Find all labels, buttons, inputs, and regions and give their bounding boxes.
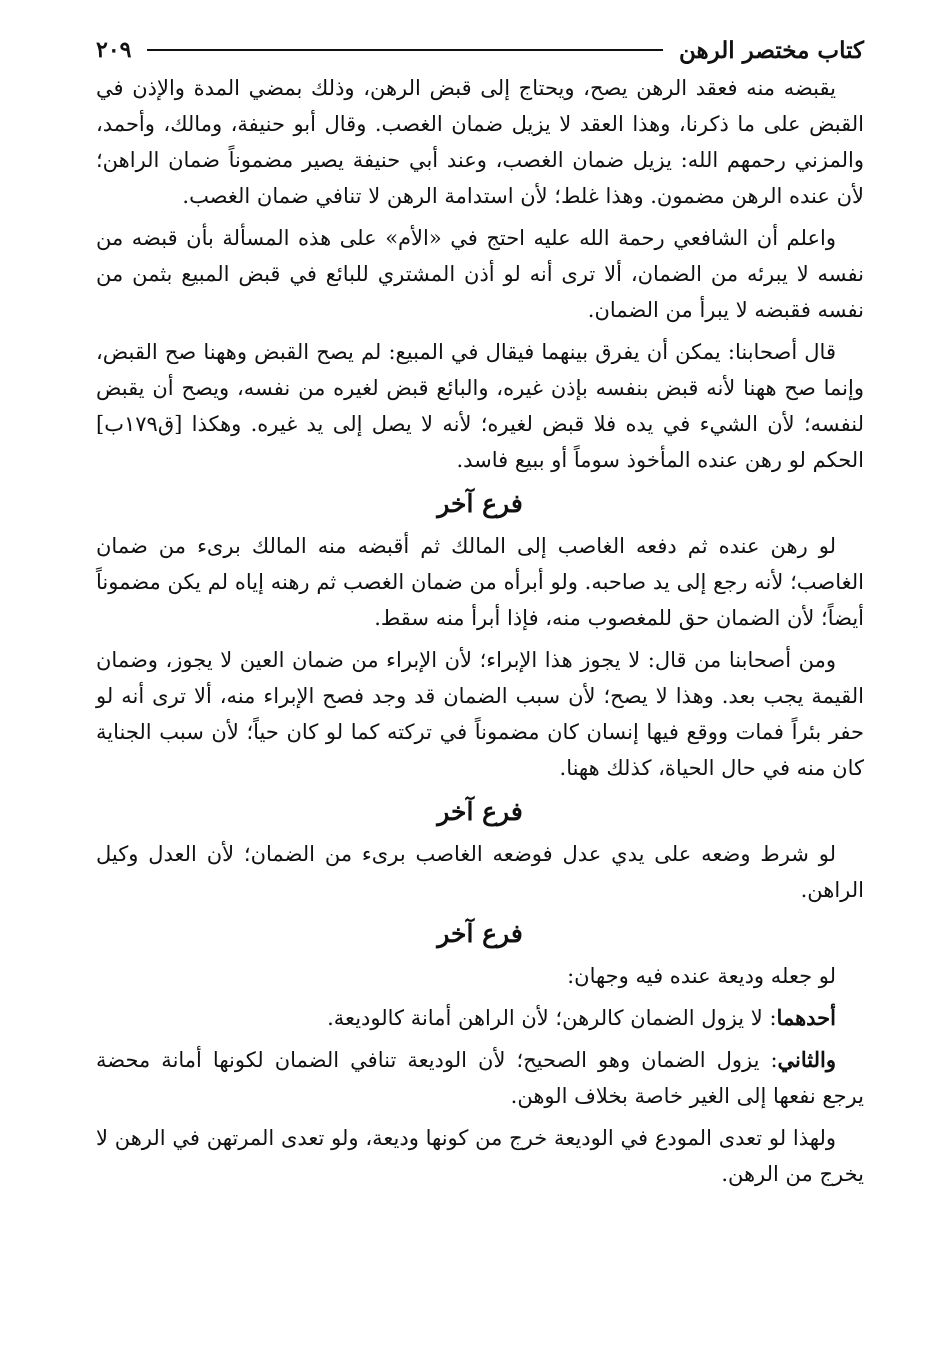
second-view-text: : يزول الضمان وهو الصحيح؛ لأن الوديعة تنافي الضمان لكونها أمانة محضة يرجع نفعها إلى الغير خاصة بخلاف الوهن.	[96, 1048, 864, 1108]
first-view-text: : لا يزول الضمان كالرهن؛ لأن الراهن أمانة كالوديعة.	[327, 1006, 777, 1030]
page-number: ٢٠٩	[96, 37, 132, 63]
paragraph-second-view	[96, 1042, 864, 1114]
section-heading: فرع آخر	[437, 489, 523, 518]
paragraph: ومن أصحابنا من قال: لا يجوز هذا الإبراء؛ لأن الإبراء من ضمان العين لا يجوز، وضمان القيمة يجب بعد. وهذا لا يصح؛ لأن سبب الضمان قد وجد فصح الإبراء منه، ألا ترى أنه لو حفر بئراً فمات ووقع فيها إنسان كان مضموناً في تركته كما لو كان حياً؛ لأن سبب الجناية كان منه في حال الحياة، كذلك ههنا.	[96, 648, 864, 780]
paragraph: واعلم أن الشافعي رحمة الله عليه احتج في «الأم» على هذه المسألة بأن قبضه من نفسه لا يبرئه من الضمان، ألا ترى أنه لو أذن المشتري للبائع في قبض المبيع بثمن من نفسه فقبضه لا يبرأ من الضمان.	[96, 226, 864, 322]
section-heading: فرع آخر	[437, 797, 523, 826]
header-rule	[147, 49, 663, 51]
paragraph: قال أصحابنا: يمكن أن يفرق بينهما فيقال في المبيع: لم يصح القبض وههنا صح القبض، وإنما صح ههنا لأنه قبض بنفسه بإذن غيره، والبائع قبض لغيره من نفسه، ويصح أن يقبض لنفسه؛ لأن الشيء في يده فلا قبض لغيره؛ لأنه لا يصل إلى يد غيره. وهكذا [ق١٧٩ب] الحكم لو رهن عنده المأخوذ سوماً أو ببيع فاسد.	[96, 340, 865, 472]
paragraph: لو جعله وديعة عنده فيه وجهان:	[567, 964, 836, 988]
section-heading: فرع آخر	[437, 919, 523, 948]
paragraph: لو رهن عنده ثم دفعه الغاصب إلى المالك ثم أقبضه منه المالك برىء من ضمان الغاصب؛ لأنه رجع إلى يد صاحبه. ولو أبرأه من ضمان الغصب ثم رهنه إياه لم يكن مضموناً أيضاً؛ لأن الضمان حق للمغصوب منه، فإذا أبرأ منه سقط.	[96, 534, 864, 630]
second-view-lead: والثاني	[777, 1047, 836, 1072]
body-text	[96, 70, 864, 1192]
paragraph: ولهذا لو تعدى المودع في الوديعة خرج من كونها وديعة، ولو تعدى المرتهن في الرهن لا يخرج من الرهن.	[96, 1126, 864, 1186]
paragraph: يقبضه منه فعقد الرهن يصح، ويحتاج إلى قبض الرهن، وذلك بمضي المدة والإذن في القبض على ما ذكرنا، وهذا العقد لا يزيل ضمان الغصب. وقال أبو حنيفة، ومالك، وأحمد، والمزني رحمهم الله: يزيل ضمان الغصب، وعند أبي حنيفة يصير مضموناً ضمان الراهن؛ لأن عنده الرهن مضمون. وهذا غلط؛ لأن استدامة الرهن لا تنافي ضمان الغصب.	[96, 76, 864, 208]
running-header	[96, 30, 864, 70]
first-view-lead: أحدهما	[776, 1005, 836, 1030]
book-title: كتاب مختصر الرهن	[678, 36, 864, 64]
paragraph-first-view	[96, 1000, 864, 1036]
paragraph: لو شرط وضعه على يدي عدل فوضعه الغاصب برىء من الضمان؛ لأن العدل وكيل الراهن.	[96, 842, 864, 902]
